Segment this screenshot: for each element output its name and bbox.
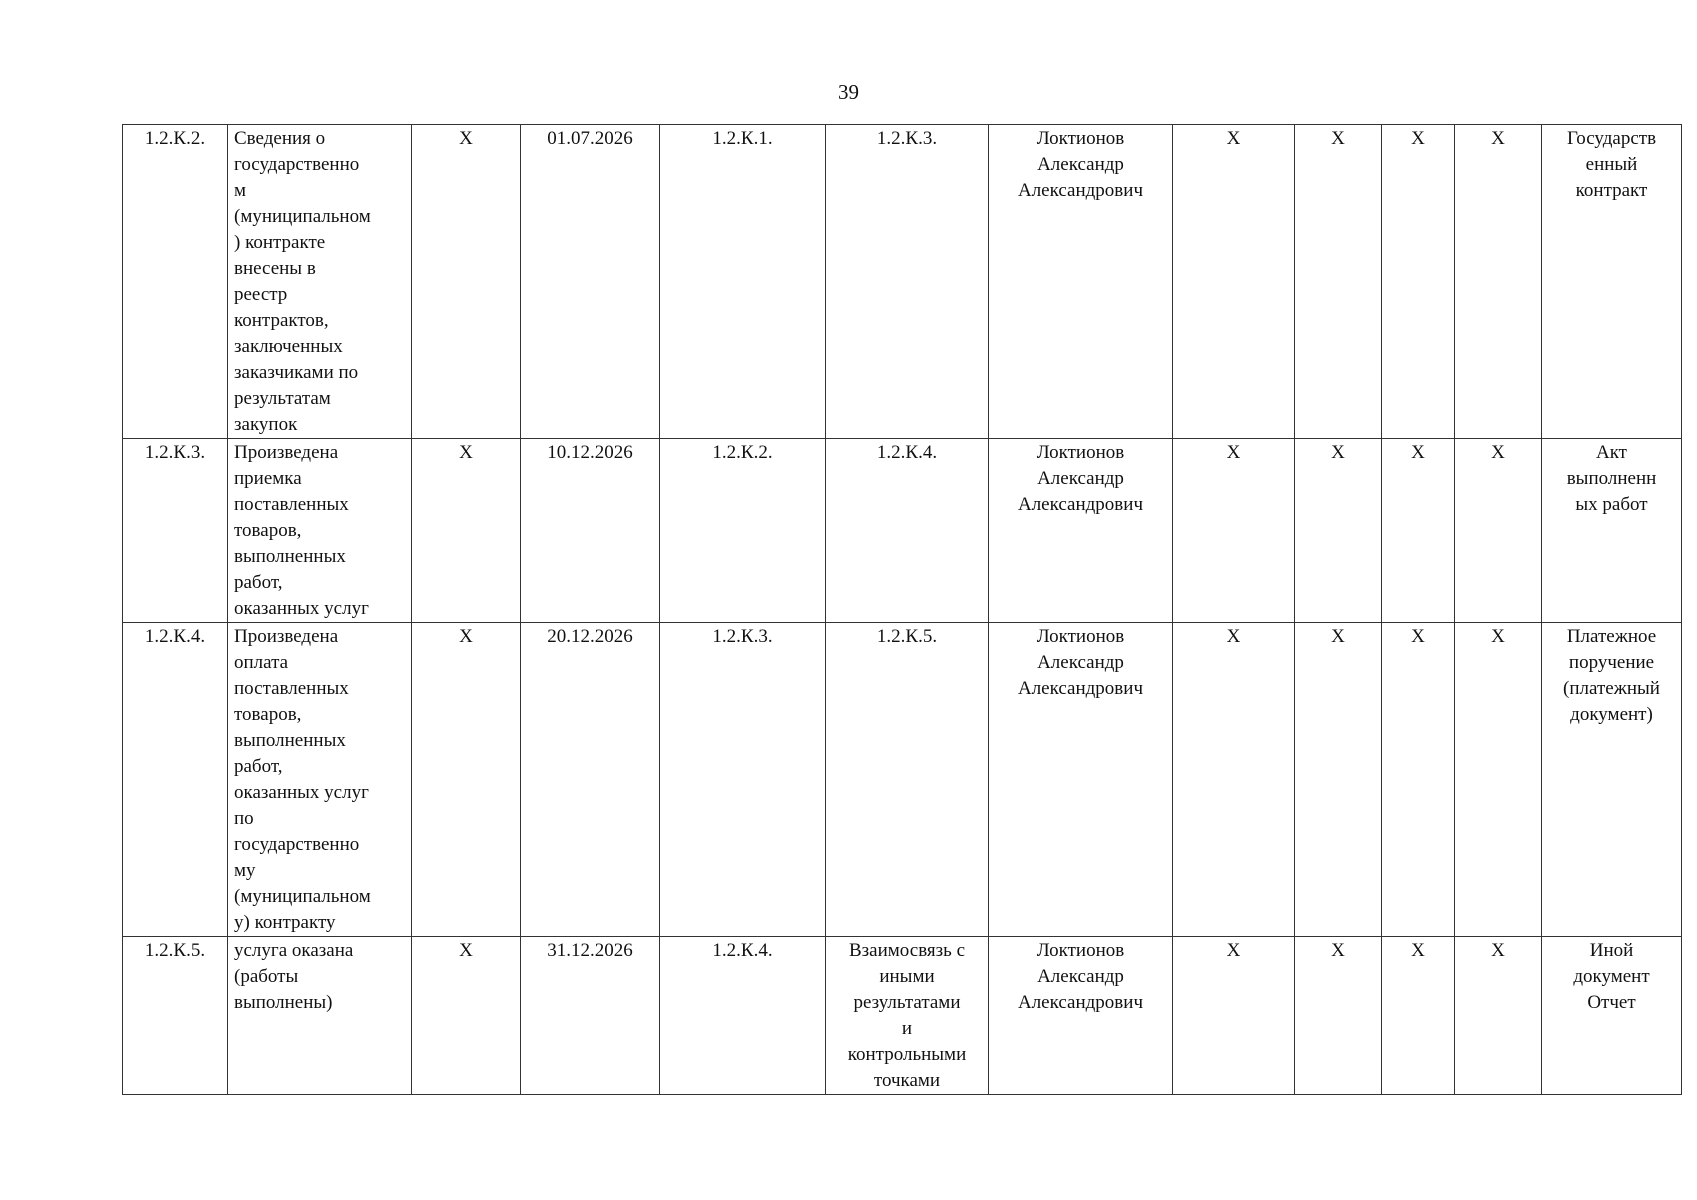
table-row: [123, 439, 1682, 623]
row-x-mark: X: [1382, 439, 1455, 623]
row-code: 1.2.К.5.: [123, 937, 228, 1095]
row-x-mark: X: [412, 125, 521, 439]
row-code: 1.2.К.4.: [123, 623, 228, 937]
row-x-mark: X: [1382, 125, 1455, 439]
row-document-type: Государств енный контракт: [1542, 125, 1682, 439]
table-row: [123, 623, 1682, 937]
row-name: Произведена приемка поставленных товаров, выполненных работ, оказанных услуг: [228, 439, 412, 623]
row-document-type: Иной документ Отчет: [1542, 937, 1682, 1095]
row-x-mark: X: [412, 439, 521, 623]
row-x-mark: X: [1382, 623, 1455, 937]
row-name: Произведена оплата поставленных товаров, выполненных работ, оказанных услуг по государственно му (муниципальном у) контракту: [228, 623, 412, 937]
row-x-mark: X: [1173, 623, 1295, 937]
row-previous-point: 1.2.К.3.: [660, 623, 826, 937]
row-x-mark: X: [1295, 937, 1382, 1095]
row-code: 1.2.К.3.: [123, 439, 228, 623]
row-x-mark: X: [1295, 623, 1382, 937]
row-date: 31.12.2026: [521, 937, 660, 1095]
row-date: 01.07.2026: [521, 125, 660, 439]
row-previous-point: 1.2.К.2.: [660, 439, 826, 623]
row-name: Сведения о государственно м (муниципальном ) контракте внесены в реестр контрактов, заключенных заказчиками по результатам закупок: [228, 125, 412, 439]
row-x-mark: X: [412, 937, 521, 1095]
row-x-mark: X: [1455, 439, 1542, 623]
row-next-point: Взаимосвязь с иными результатами и контрольными точками: [826, 937, 989, 1095]
row-responsible-person: Локтионов Александр Александрович: [989, 125, 1173, 439]
row-next-point: 1.2.К.3.: [826, 125, 989, 439]
row-date: 20.12.2026: [521, 623, 660, 937]
row-x-mark: X: [1455, 623, 1542, 937]
row-responsible-person: Локтионов Александр Александрович: [989, 623, 1173, 937]
table-row: [123, 937, 1682, 1095]
page-number: 39: [838, 80, 859, 104]
row-document-type: Акт выполненн ых работ: [1542, 439, 1682, 623]
row-x-mark: X: [1295, 125, 1382, 439]
row-next-point: 1.2.К.5.: [826, 623, 989, 937]
row-x-mark: X: [1173, 937, 1295, 1095]
row-x-mark: X: [1455, 937, 1542, 1095]
row-responsible-person: Локтионов Александр Александрович: [989, 937, 1173, 1095]
row-name: услуга оказана (работы выполнены): [228, 937, 412, 1095]
row-date: 10.12.2026: [521, 439, 660, 623]
row-previous-point: 1.2.К.1.: [660, 125, 826, 439]
row-code: 1.2.К.2.: [123, 125, 228, 439]
row-x-mark: X: [412, 623, 521, 937]
row-x-mark: X: [1295, 439, 1382, 623]
row-document-type: Платежное поручение (платежный документ): [1542, 623, 1682, 937]
table-row: [123, 125, 1682, 439]
row-x-mark: X: [1382, 937, 1455, 1095]
row-x-mark: X: [1455, 125, 1542, 439]
control-points-table: [122, 124, 1682, 1095]
row-next-point: 1.2.К.4.: [826, 439, 989, 623]
row-x-mark: X: [1173, 125, 1295, 439]
row-x-mark: X: [1173, 439, 1295, 623]
row-previous-point: 1.2.К.4.: [660, 937, 826, 1095]
row-responsible-person: Локтионов Александр Александрович: [989, 439, 1173, 623]
